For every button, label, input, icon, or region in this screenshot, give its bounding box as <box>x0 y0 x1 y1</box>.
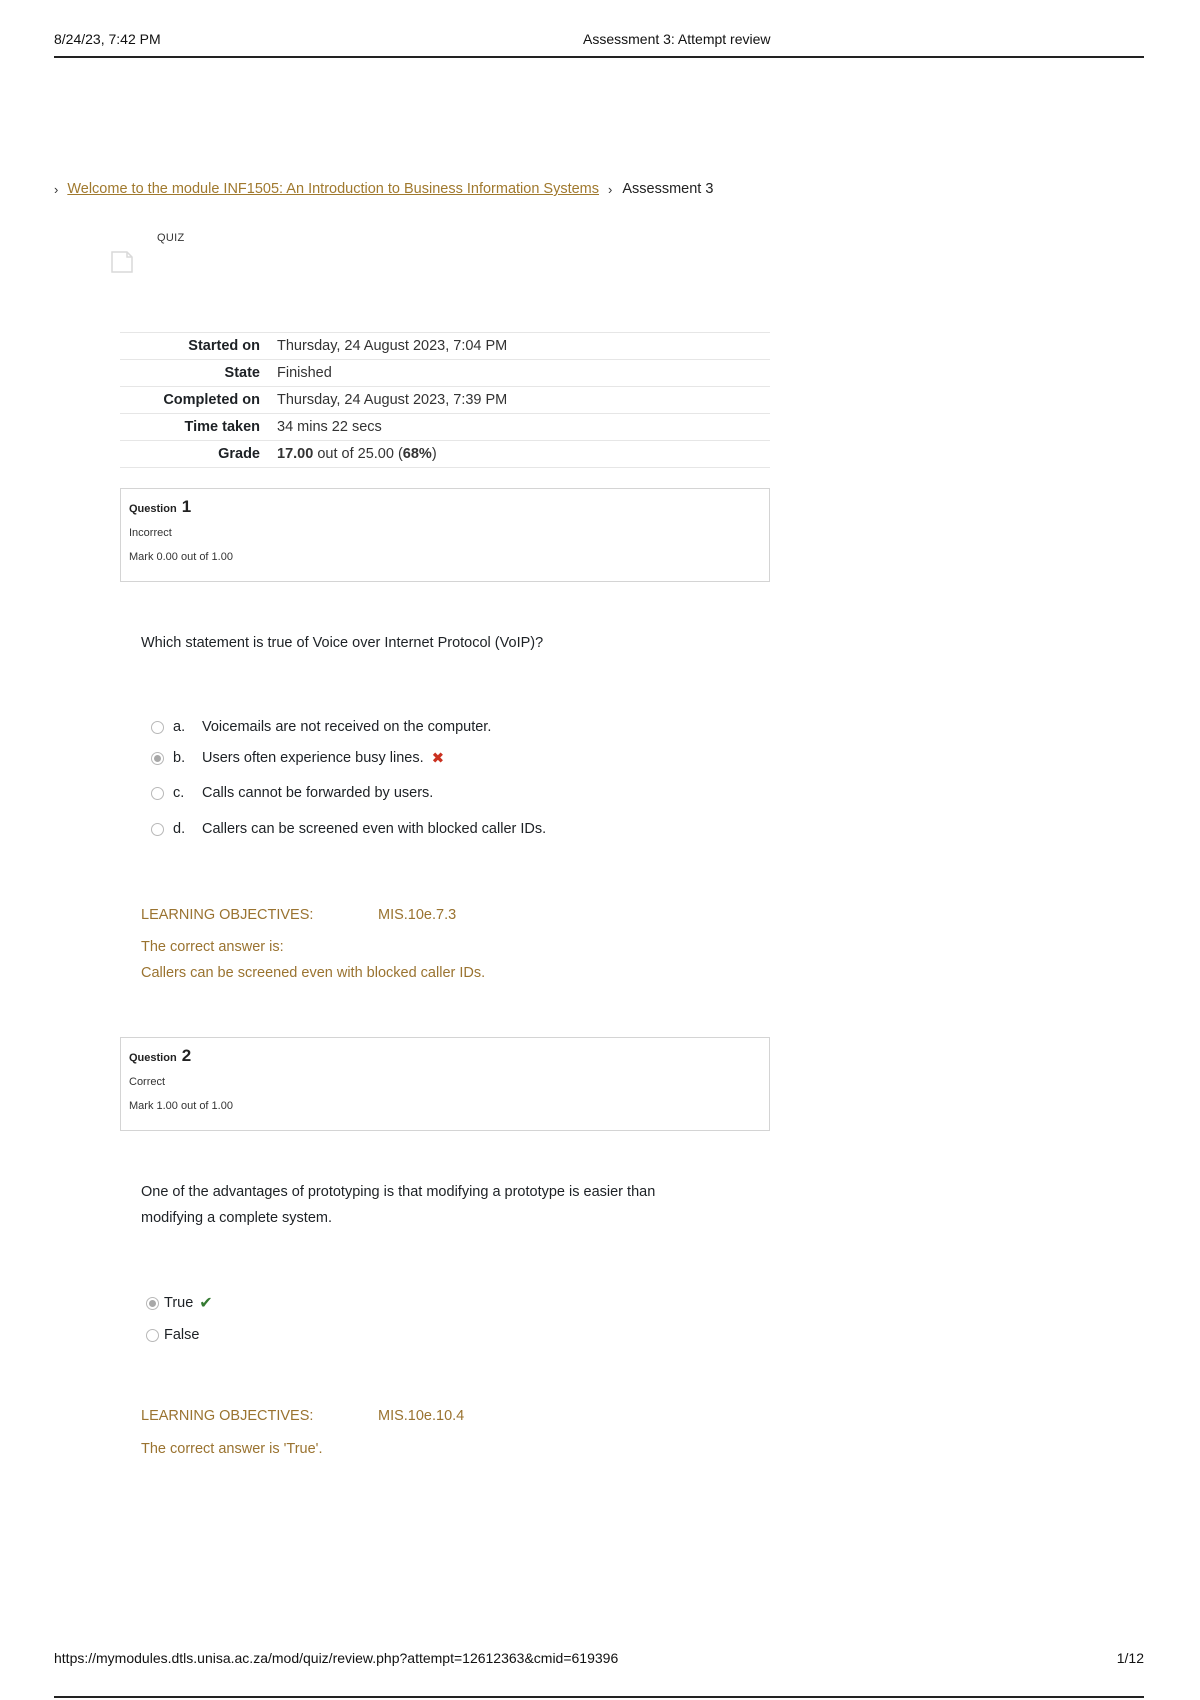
correct-answer: The correct answer is 'True'. <box>141 1441 323 1457</box>
summary-value: Thursday, 24 August 2023, 7:39 PM <box>277 391 508 408</box>
summary-value: 34 mins 22 secs <box>277 418 382 435</box>
answer-option[interactable] <box>151 821 546 837</box>
learning-objectives-code: MIS.10e.7.3 <box>378 907 457 923</box>
summary-row <box>120 333 770 360</box>
answer-option[interactable] <box>146 1293 213 1313</box>
summary-row-grade <box>120 441 770 468</box>
radio-button[interactable] <box>151 823 164 836</box>
radio-button[interactable] <box>146 1297 159 1310</box>
answer-text: Users often experience busy lines. <box>202 750 424 766</box>
print-header <box>54 28 1144 58</box>
summary-value: Finished <box>277 364 332 381</box>
question-number: Question 1 <box>129 497 192 516</box>
grade-percent: 68% <box>402 445 432 462</box>
print-url: https://mymodules.dtls.unisa.ac.za/mod/quiz/review.php?attempt=12612363&cmid=619396 <box>54 1650 619 1666</box>
answer-text: Callers can be screened even with blocked caller IDs. <box>202 821 547 837</box>
answer-letter: b. <box>173 750 186 766</box>
footer-divider <box>54 1696 1144 1698</box>
learning-objectives-code: MIS.10e.10.4 <box>378 1408 465 1424</box>
print-page-title: Assessment 3: Attempt review <box>583 31 771 47</box>
answer-text: Voicemails are not received on the computer. <box>202 719 492 735</box>
learning-objectives-label: LEARNING OBJECTIVES: <box>141 1408 314 1424</box>
summary-value: Thursday, 24 August 2023, 7:04 PM <box>277 337 508 354</box>
question-text-line: One of the advantages of prototyping is that modifying a prototype is easier than <box>141 1184 656 1200</box>
answer-text: True <box>164 1295 194 1311</box>
summary-row <box>120 387 770 414</box>
summary-label: Started on <box>188 337 260 354</box>
correct-icon: ✔ <box>199 1295 213 1312</box>
correct-answer-intro: The correct answer is: <box>141 939 284 955</box>
attempt-summary-table <box>120 332 770 468</box>
chevron-right-icon: › <box>608 181 613 197</box>
quiz-icon <box>110 250 134 274</box>
summary-row <box>120 414 770 441</box>
correct-answer: Callers can be screened even with blocked caller IDs. <box>141 965 486 981</box>
question-state: Correct <box>129 1076 166 1088</box>
print-date: 8/24/23, 7:42 PM <box>54 31 161 47</box>
breadcrumb-current: Assessment 3 <box>622 181 714 197</box>
page-number: 1/12 <box>1116 1650 1144 1666</box>
grade-end: ) <box>431 445 437 462</box>
answer-option[interactable] <box>151 785 433 801</box>
learning-objectives <box>141 1403 741 1429</box>
question-info-box <box>120 488 770 582</box>
summary-label: Grade <box>218 445 260 462</box>
grade-score: 17.00 <box>277 445 314 462</box>
question-text: Which statement is true of Voice over Internet Protocol (VoIP)? <box>141 635 544 651</box>
breadcrumb-course-link[interactable]: Welcome to the module INF1505: An Introduction to Business Information Systems <box>67 181 600 197</box>
question-mark: Mark 1.00 out of 1.00 <box>129 1100 233 1112</box>
answer-option[interactable] <box>151 749 444 767</box>
summary-label: State <box>224 364 260 381</box>
answer-letter: a. <box>173 719 186 735</box>
incorrect-icon: ✖ <box>431 750 445 767</box>
question-text <box>141 1179 741 1231</box>
chevron-right-icon: › <box>54 181 59 197</box>
radio-button[interactable] <box>151 787 164 800</box>
summary-row <box>120 360 770 387</box>
answer-text: False <box>164 1327 200 1343</box>
print-footer <box>54 1646 1144 1700</box>
question-text-line: modifying a complete system. <box>141 1210 332 1226</box>
question-number: Question 2 <box>129 1046 192 1065</box>
summary-label: Time taken <box>184 418 260 435</box>
answer-option[interactable] <box>151 719 491 735</box>
answer-option[interactable] <box>146 1327 199 1343</box>
learning-objectives <box>141 902 741 928</box>
learning-objectives-label: LEARNING OBJECTIVES: <box>141 907 314 923</box>
answer-letter: d. <box>173 821 186 837</box>
radio-button[interactable] <box>146 1329 159 1342</box>
radio-button[interactable] <box>151 752 164 765</box>
question-state: Incorrect <box>129 527 172 539</box>
answer-text: Calls cannot be forwarded by users. <box>202 785 434 801</box>
breadcrumb <box>54 181 713 197</box>
grade-middle: out of 25.00 ( <box>313 445 403 462</box>
radio-button[interactable] <box>151 721 164 734</box>
activity-type-label: QUIZ <box>157 232 185 244</box>
grade-value <box>275 441 770 468</box>
question-mark: Mark 0.00 out of 1.00 <box>129 551 233 563</box>
summary-label: Completed on <box>163 391 260 408</box>
answer-letter: c. <box>173 785 185 801</box>
question-info-box <box>120 1037 770 1131</box>
